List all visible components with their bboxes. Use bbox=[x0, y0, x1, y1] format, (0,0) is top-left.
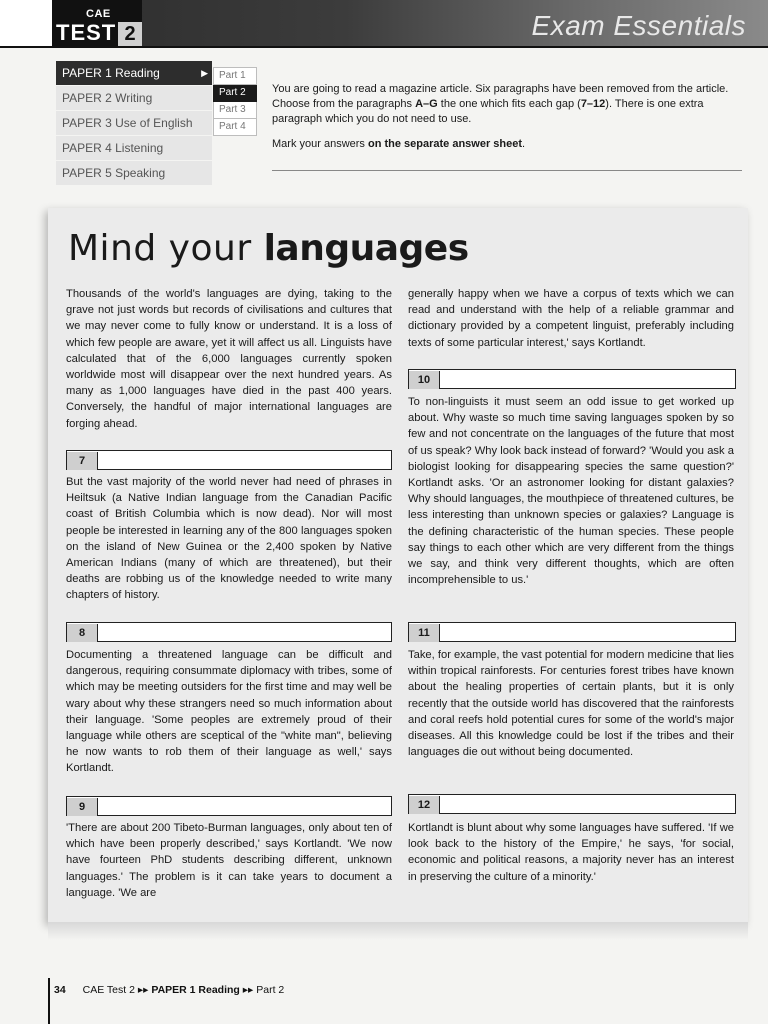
gap-7[interactable] bbox=[66, 450, 392, 470]
instructions-answer bbox=[272, 137, 742, 152]
bullet-icon bbox=[34, 21, 38, 25]
title-bold: languages bbox=[263, 228, 469, 269]
instr-text: ). There is one extra paragraph which you do not need to use. bbox=[272, 98, 704, 125]
double-arrow-icon: ▸▸ bbox=[242, 984, 254, 996]
page-number: 34 bbox=[54, 984, 66, 996]
paper-item-label: PAPER 5 Speaking bbox=[62, 166, 166, 180]
paragraph-3 bbox=[66, 647, 392, 777]
paragraph-4 bbox=[66, 820, 392, 901]
paper-item-label: PAPER 3 Use of English bbox=[62, 116, 193, 130]
test-number: 2 bbox=[118, 22, 142, 46]
part-item-2[interactable]: Part 2 bbox=[213, 85, 257, 102]
paper-item-writing[interactable] bbox=[56, 86, 212, 111]
article-title bbox=[68, 228, 469, 269]
part-item-4[interactable]: Part 4 bbox=[213, 119, 257, 136]
paragraph-text: Thousands of the world's languages are dying, taking to the grave not just words but records of civilisations and cultures that we may never come to fully know or understand. It is a loss of which few people are aware, yet it will affect us all. Linguists have calculated that of the 6,000 languages currently spoken worldwide most will disappear over the next hundred years. As many as 1,000 languages have died in the past 400 years. Conversely, the handful of major international languages are forging ahead. bbox=[66, 288, 392, 430]
instr-bold: 7–12 bbox=[580, 98, 606, 110]
paragraph-7 bbox=[408, 647, 734, 760]
part-item-3[interactable]: Part 3 bbox=[213, 102, 257, 119]
gap-number: 7 bbox=[67, 452, 98, 470]
paper-menu bbox=[56, 61, 212, 186]
paragraph-text: 'There are about 200 Tibeto-Burman languages, only about ten of which have been properly described,' says Kortlandt. 'We now have fourteen PhD students describing different, unknown languages.' The problem is it can take years to document a language. 'We are bbox=[66, 822, 392, 899]
gap-number: 9 bbox=[67, 798, 98, 816]
paragraph-8 bbox=[408, 820, 734, 885]
gap-number: 12 bbox=[409, 796, 440, 814]
gap-9[interactable] bbox=[66, 796, 392, 816]
paper-item-listening[interactable] bbox=[56, 136, 212, 161]
instr-text: You are going to read a magazine article. Six paragraphs have been removed from the article. Choose from the paragraphs bbox=[272, 83, 729, 110]
footer-rule bbox=[48, 978, 50, 1024]
part-item-1[interactable]: Part 1 bbox=[213, 67, 257, 85]
paper-item-use-of-english[interactable] bbox=[56, 111, 212, 136]
footer-reading: Reading bbox=[198, 984, 240, 996]
footer-paper: PAPER 1 bbox=[151, 984, 196, 996]
paragraph-text: generally happy when we have a corpus of texts which we can read and understand with the help of a reliable grammar and dictionary provided by a competent linguist, preferably including texts of some particular interest,' says Kortlandt. bbox=[408, 288, 734, 349]
gap-number: 11 bbox=[409, 624, 440, 642]
gap-number: 8 bbox=[67, 624, 98, 642]
title-regular: Mind your bbox=[68, 228, 264, 269]
cae-label: CAE bbox=[86, 8, 111, 20]
part-menu bbox=[213, 67, 257, 136]
arrow-right-icon: ▶ bbox=[201, 68, 208, 78]
paragraph-2 bbox=[66, 474, 392, 604]
gap-11[interactable] bbox=[408, 622, 736, 642]
paragraph-5 bbox=[408, 286, 734, 351]
paper-item-reading[interactable] bbox=[56, 61, 212, 86]
paragraph-text: To non-linguists it must seem an odd issue to get worked up about. Why waste so much time saving languages spoken by so few and not concentrate on the languages of the future that most of us speak? Why look back instead of forward? 'Would you ask a biologist looking for disappearing species the same question?' Kortlandt asks. 'Or an astronomer looking for distant galaxies? Why should languages, the mouthpiece of threatened cultures, be less interesting than unknown species or galaxies? Language is the defining characteristic of the human species. These people say things to each other which are very different from the things we say, and think very different thoughts, which are often incomprehensible to us.' bbox=[408, 396, 734, 587]
paragraph-intro bbox=[66, 286, 392, 432]
instructions-rule bbox=[272, 170, 742, 171]
page-curl bbox=[48, 922, 748, 940]
gap-10[interactable] bbox=[408, 369, 736, 389]
gap-12[interactable] bbox=[408, 794, 736, 814]
gap-number: 10 bbox=[409, 371, 440, 389]
instr-bold: A–G bbox=[415, 98, 438, 110]
footer-cae-test: CAE Test 2 bbox=[82, 984, 135, 996]
footer-part: Part 2 bbox=[256, 984, 285, 996]
instructions-task bbox=[272, 82, 742, 127]
instr-bold: on the separate answer sheet bbox=[367, 138, 523, 150]
header-rule bbox=[0, 46, 768, 48]
double-arrow-icon: ▸▸ bbox=[137, 984, 149, 996]
paragraph-text: Documenting a threatened language can be difficult and dangerous, requiring consummate diplomacy with tribes, some of which may be meeting outsiders for the first time and may well be wary about why these strangers need so much information about their language. 'Some peoples are extremely proud of their language while others are sceptical of the "white man", believing he now wants to rob them of their language as well,' says Kortlandt. bbox=[66, 649, 392, 775]
instr-text: Mark your answers bbox=[272, 138, 368, 150]
footer bbox=[54, 984, 284, 996]
gap-8[interactable] bbox=[66, 622, 392, 642]
instructions bbox=[272, 82, 742, 162]
paragraph-text: Take, for example, the vast potential for modern medicine that lies within tropical rainforests. For centuries forest tribes have known about the healing properties of certain plants, but it is only recently that the outside world has discovered that the rainforests and coral reefs hold potential cures for some of the world's major diseases. All this knowledge could be lost if the tribes and their languages die out without being documented. bbox=[408, 649, 734, 759]
paper-item-label: PAPER 4 Listening bbox=[62, 141, 164, 155]
paper-item-label: PAPER 1 Reading bbox=[62, 66, 160, 80]
paragraph-text: Kortlandt is blunt about why some languages have suffered. 'If we look back to the history of the Empire,' he says, 'for social, economic and political reasons, a majority never has an interest in preserving the culture of a minority.' bbox=[408, 822, 734, 883]
instr-text: . bbox=[522, 138, 526, 150]
paper-item-speaking[interactable] bbox=[56, 161, 212, 186]
paper-item-label: PAPER 2 Writing bbox=[62, 91, 153, 105]
test-label: TEST bbox=[56, 20, 117, 45]
brand-title: Exam Essentials bbox=[531, 10, 746, 41]
paragraph-6 bbox=[408, 394, 734, 588]
paragraph-text: But the vast majority of the world never had need of phrases in Heiltsuk (a Native Indian language from the Canadian Pacific coast of British Columbia which is now dead). Nor will most people be interested in learning any of the 800 languages spoken on the island of New Guinea or the 2,400 spoken by Native American Indians (many of which are threatened), but their deaths are robbing us of the knowledge needed to write many chapters of history. bbox=[66, 476, 392, 602]
instr-text: the one which fits each gap ( bbox=[437, 98, 581, 110]
